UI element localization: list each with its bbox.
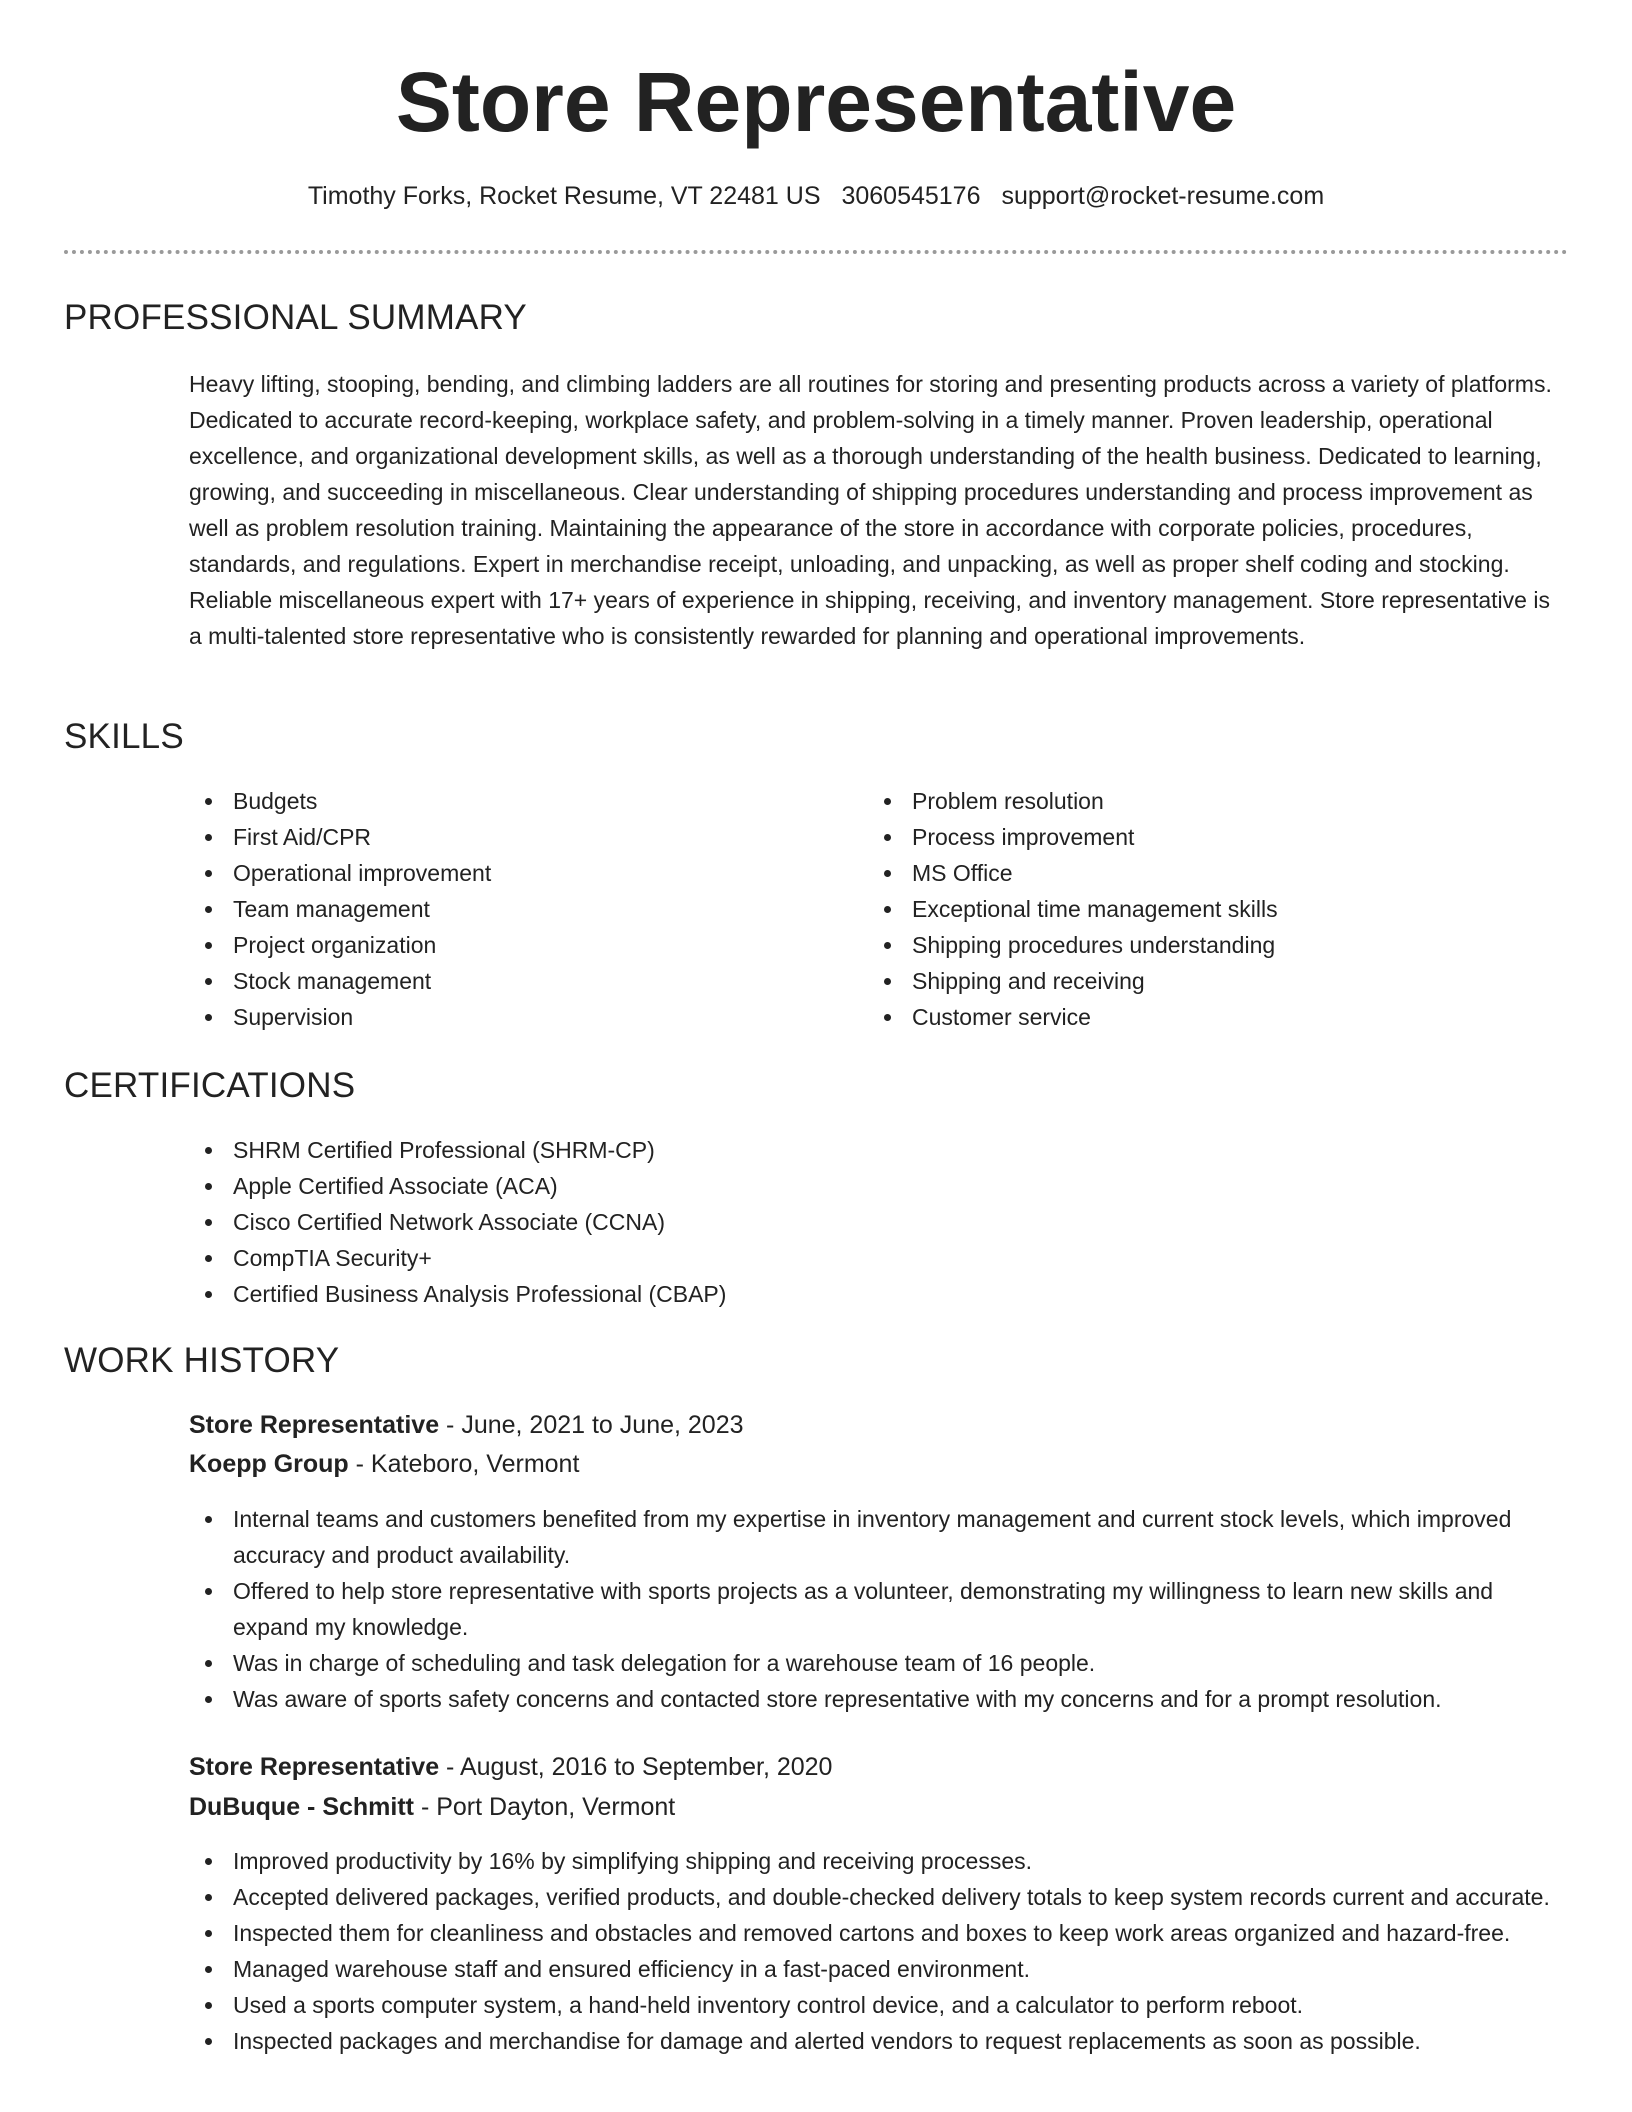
job-bullet: Internal teams and customers benefited from my expertise in inventory management and current stock levels, which improved accuracy and product availability. bbox=[189, 1501, 1564, 1573]
certification-item: Cisco Certified Network Associate (CCNA) bbox=[189, 1204, 1559, 1240]
skill-item: Problem resolution bbox=[868, 783, 1558, 819]
summary-text: Heavy lifting, stooping, bending, and climbing ladders are all routines for storing and presenting products across a variety of platforms. Dedicated to accurate record-keeping, workplace safety, and problem-solving in a timely manner. Proven leadership, operational excellence, and organizational development skills, as well as a thorough understanding of the health business. Dedicated to learning, growing, and succeeding in miscellaneous. Clear understanding of shipping procedures understanding and process improvement as well as problem resolution training. Maintaining the appearance of the store in accordance with corporate policies, procedures, standards, and regulations. Expert in merchandise receipt, unloading, and unpacking, as well as proper shelf coding and stocking. Reliable miscellaneous expert with 17+ years of experience in shipping, receiving, and inventory management. Store representative is a multi-talented store representative who is consistently rewarded for planning and operational improvements. bbox=[189, 371, 1552, 649]
job-title-line bbox=[189, 1406, 744, 1444]
skill-item: Budgets bbox=[189, 783, 829, 819]
contact-email: support@rocket-resume.com bbox=[1001, 182, 1325, 210]
job-bullet: Used a sports computer system, a hand-held inventory control device, and a calculator to perform reboot. bbox=[189, 1987, 1564, 2023]
skill-item: Shipping procedures understanding bbox=[868, 927, 1558, 963]
section-title-summary: PROFESSIONAL SUMMARY bbox=[64, 298, 527, 337]
skills-list-right bbox=[868, 783, 1558, 1035]
certification-item: Certified Business Analysis Professional (CBAP) bbox=[189, 1276, 1559, 1312]
job-dates: - June, 2021 to June, 2023 bbox=[439, 1411, 744, 1439]
job-title: Store Representative bbox=[189, 1753, 440, 1781]
skill-item: Team management bbox=[189, 891, 829, 927]
job-bullets bbox=[189, 1501, 1564, 1717]
skill-item: Project organization bbox=[189, 927, 829, 963]
job-bullet: Inspected packages and merchandise for damage and alerted vendors to request replacements as soon as possible. bbox=[189, 2023, 1564, 2059]
job-company: Koepp Group bbox=[189, 1450, 349, 1478]
certification-item: Apple Certified Associate (ACA) bbox=[189, 1168, 1559, 1204]
skill-item: First Aid/CPR bbox=[189, 819, 829, 855]
certification-item: CompTIA Security+ bbox=[189, 1240, 1559, 1276]
job-bullet: Was in charge of scheduling and task delegation for a warehouse team of 16 people. bbox=[189, 1645, 1564, 1681]
skill-item: Customer service bbox=[868, 999, 1558, 1035]
skill-item: Process improvement bbox=[868, 819, 1558, 855]
job-dates: - August, 2016 to September, 2020 bbox=[439, 1753, 833, 1781]
job-title-line bbox=[189, 1748, 832, 1786]
skill-item: Stock management bbox=[189, 963, 829, 999]
certifications-list bbox=[189, 1132, 1559, 1312]
job-bullet: Managed warehouse staff and ensured efficiency in a fast-paced environment. bbox=[189, 1951, 1564, 1987]
job-title: Store Representative bbox=[189, 1411, 440, 1439]
skills-list-left bbox=[189, 783, 829, 1035]
skill-item: Supervision bbox=[189, 999, 829, 1035]
job-bullet: Was aware of sports safety concerns and contacted store representative with my concerns and for a prompt resolution. bbox=[189, 1681, 1564, 1717]
skill-item: Shipping and receiving bbox=[868, 963, 1558, 999]
skill-item: Exceptional time management skills bbox=[868, 891, 1558, 927]
certification-item: SHRM Certified Professional (SHRM-CP) bbox=[189, 1132, 1559, 1168]
skill-item: MS Office bbox=[868, 855, 1558, 891]
contact-phone: 3060545176 bbox=[841, 182, 981, 210]
job-bullet: Improved productivity by 16% by simplifying shipping and receiving processes. bbox=[189, 1843, 1564, 1879]
job-bullet: Inspected them for cleanliness and obstacles and removed cartons and boxes to keep work areas organized and hazard-free. bbox=[189, 1915, 1564, 1951]
resume-name: Store Representative bbox=[395, 55, 1237, 149]
contact-address: Timothy Forks, Rocket Resume, VT 22481 US bbox=[307, 182, 821, 210]
skill-item: Operational improvement bbox=[189, 855, 829, 891]
contact-line bbox=[0, 182, 1632, 211]
section-title-work-history: WORK HISTORY bbox=[64, 1341, 340, 1380]
section-title-certifications: CERTIFICATIONS bbox=[64, 1066, 356, 1105]
job-bullet: Offered to help store representative with sports projects as a volunteer, demonstrating my willingness to learn new skills and expand my knowledge. bbox=[189, 1573, 1564, 1645]
job-location: - Kateboro, Vermont bbox=[348, 1450, 580, 1478]
job-bullets bbox=[189, 1843, 1564, 2059]
header-divider bbox=[64, 250, 1568, 254]
job-company-line bbox=[189, 1788, 675, 1826]
job-company-line bbox=[189, 1445, 579, 1483]
section-title-skills: SKILLS bbox=[64, 717, 184, 756]
job-location: - Port Dayton, Vermont bbox=[414, 1793, 676, 1821]
job-bullet: Accepted delivered packages, verified products, and double-checked delivery totals to keep system records current and accurate. bbox=[189, 1879, 1564, 1915]
job-company: DuBuque - Schmitt bbox=[189, 1793, 414, 1821]
